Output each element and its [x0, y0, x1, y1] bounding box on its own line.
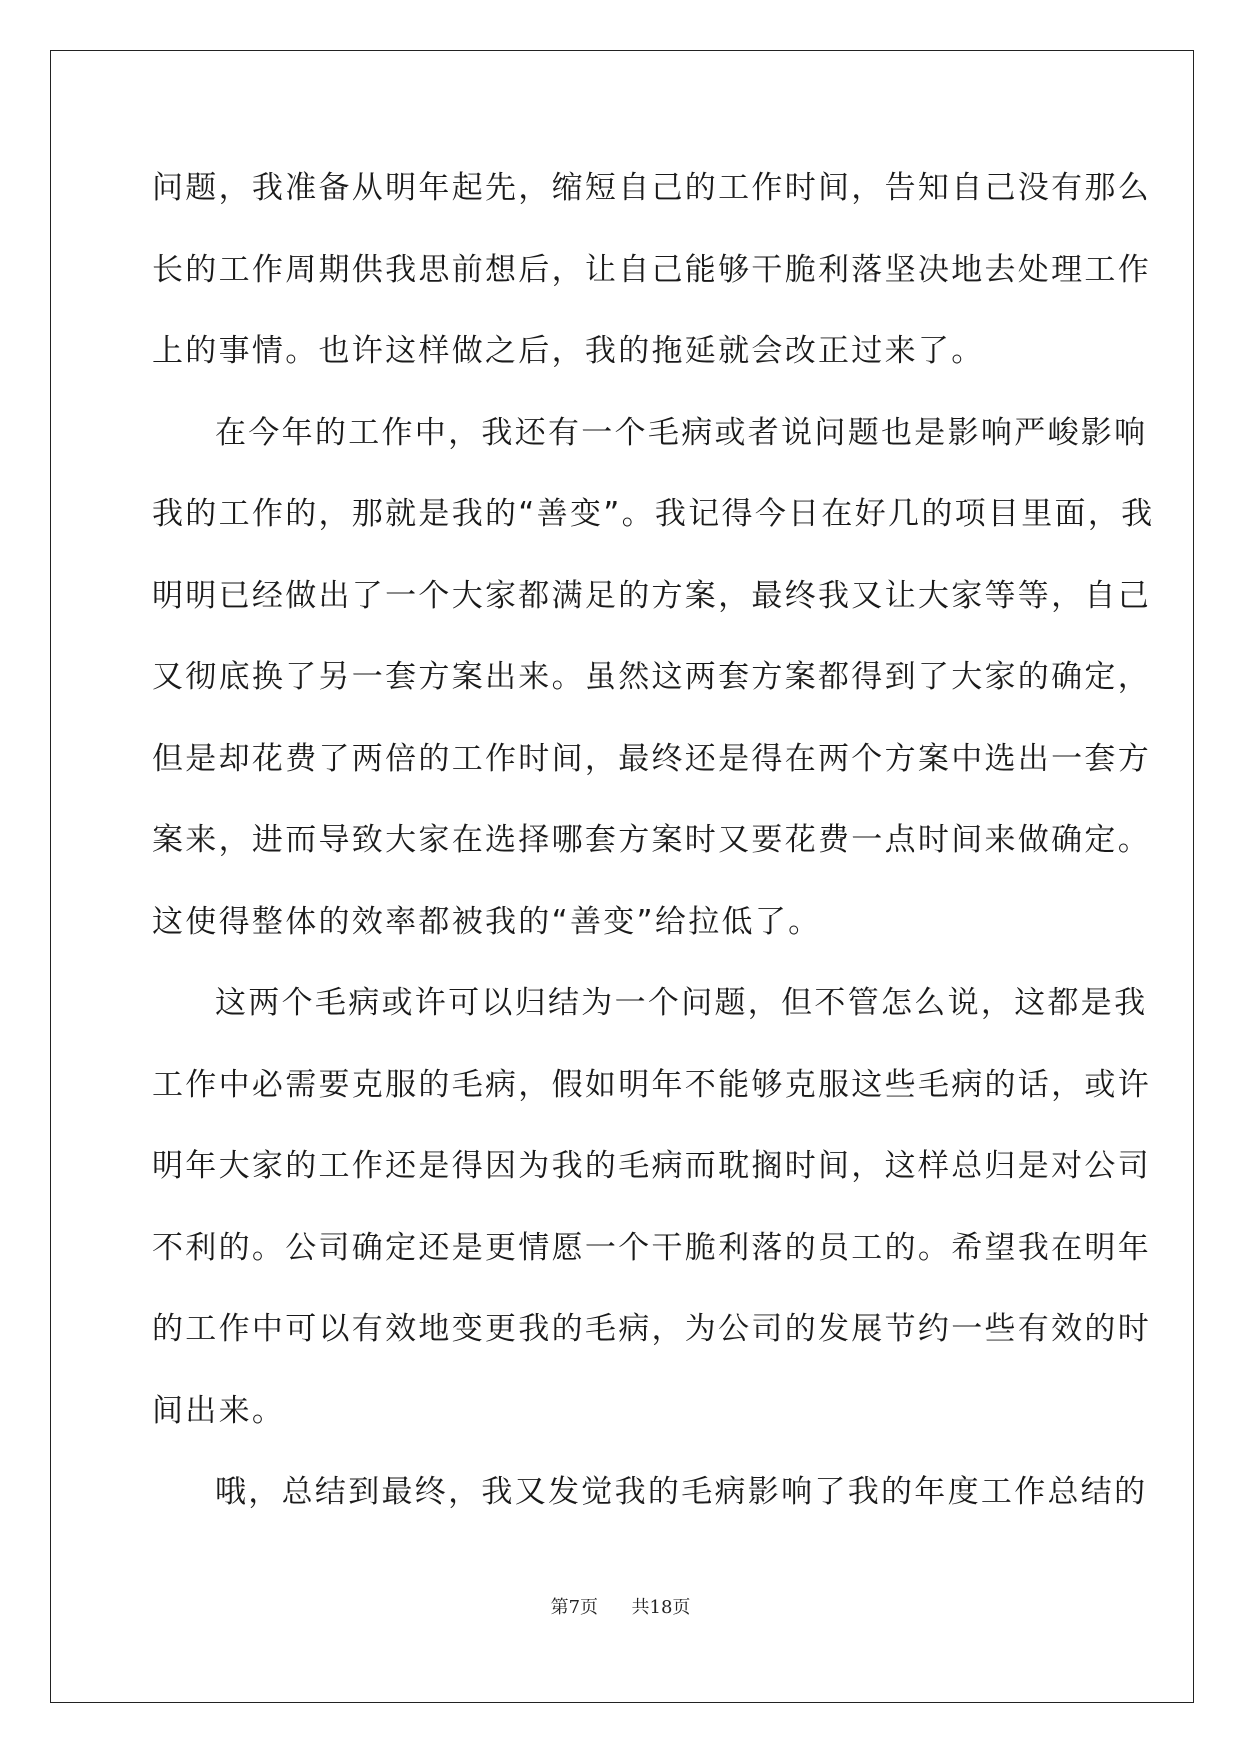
text-line: 长的工作周期供我思前想后，让自己能够干脆利落坚决地去处理工作	[152, 251, 1151, 288]
document-body	[152, 162, 1155, 1548]
paragraph-start-line: 哦，总结到最终，我又发觉我的毛病影响了我的年度工作总结的	[215, 1474, 1148, 1510]
paragraph-start-line: 在今年的工作中，我还有一个毛病或者说问题也是影响严峻影响	[215, 414, 1148, 451]
text-line: 又彻底换了另一套方案出来。虽然这两套方案都得到了大家的确定，	[152, 659, 1151, 695]
text-line: 问题，我准备从明年起先，缩短自己的工作时间，告知自己没有那么	[152, 170, 1151, 206]
text-line: 我的工作的，那就是我的“善变”。我记得今日在好几的项目里面，我	[152, 496, 1155, 532]
total-page-count: 共18页	[631, 1597, 691, 1618]
text-line: 案来，进而导致大家在选择哪套方案时又要花费一点时间来做确定。	[152, 822, 1151, 858]
text-line: 不利的。公司确定还是更情愿一个干脆利落的员工的。希望我在明年	[152, 1229, 1151, 1266]
text-line: 上的事情。也许这样做之后，我的拖延就会改正过来了。	[152, 333, 985, 369]
text-line: 明明已经做出了一个大家都满足的方案，最终我又让大家等等，自己	[152, 577, 1151, 614]
text-line: 工作中必需要克服的毛病，假如明年不能够克服这些毛病的话，或许	[152, 1066, 1151, 1103]
page-footer	[0, 1593, 1241, 1619]
text-line: 的工作中可以有效地变更我的毛病，为公司的发展节约一些有效的时	[152, 1311, 1151, 1347]
text-line: 明年大家的工作还是得因为我的毛病而耽搁时间，这样总归是对公司	[152, 1148, 1151, 1184]
current-page-number: 第7页	[550, 1597, 599, 1618]
text-line: 间出来。	[152, 1392, 286, 1429]
text-line: 但是却花费了两倍的工作时间，最终还是得在两个方案中选出一套方	[152, 740, 1151, 777]
text-line: 这使得整体的效率都被我的“善变”给拉低了。	[152, 903, 822, 940]
paragraph-start-line: 这两个毛病或许可以归结为一个问题，但不管怎么说，这都是我	[215, 985, 1148, 1021]
